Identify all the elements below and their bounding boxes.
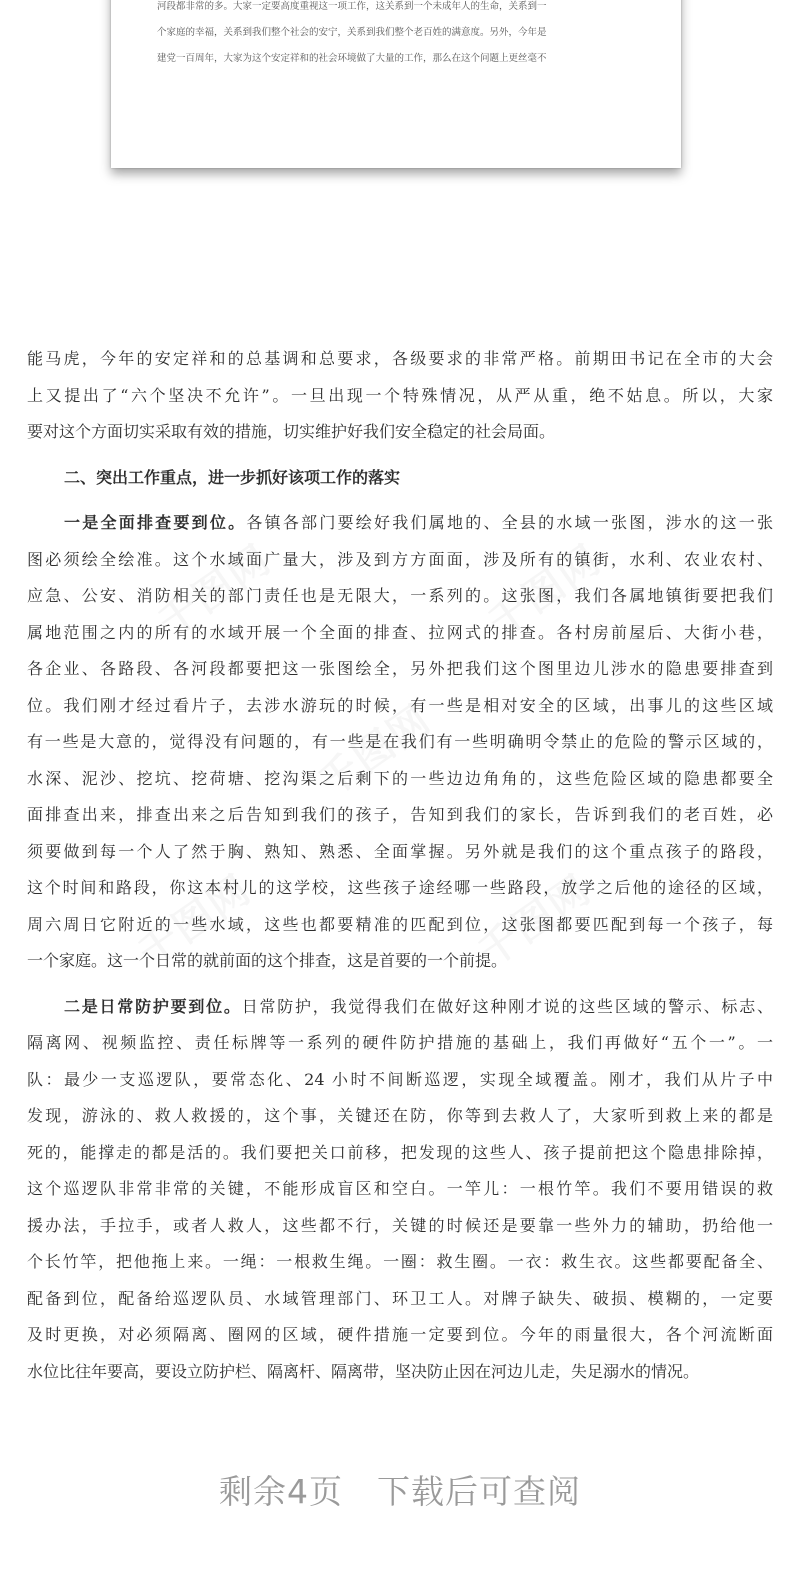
text-line: 要对这个方面切实采取有效的措施，切实维护好我们安全稳定的社会局面。 (27, 422, 556, 441)
watermark: 千图网 (150, 536, 280, 647)
paragraph-investigation (27, 505, 773, 980)
paragraph-lead: 一是全面排查要到位。 (64, 513, 247, 532)
text-line: 周六周日它附近的一些水域，这些也都要精准的匹配到位，这张图都要匹配到每一个孩子，每 (27, 914, 773, 934)
text-line: 须要做到每一个人了然于胸、熟知、熟悉、全面掌握。另外就是我们的这个重点孩子的路段， (27, 841, 773, 861)
text-line: 图必须绘全绘准。这个水域面广量大，涉及到方方面面，涉及所有的镇街，水利、农业农村、 (27, 549, 773, 569)
text-line: 队：最少一支巡逻队，要常态化、24 小时不间断巡逻，实现全域覆盖。刚才，我们从片子中 (27, 1069, 773, 1089)
preview-text (157, 0, 637, 72)
preview-page-card (111, 0, 681, 168)
text-line: 死的，能撑走的都是活的。我们要把关口前移，把发现的这些人、孩子提前把这个隐患排除掉， (27, 1142, 773, 1162)
preview-line: 个家庭的幸福，关系到我们整个社会的安宁，关系到我们整个老百姓的满意度。另外，今年是 (157, 27, 547, 38)
text-line: 隔离网、视频监控、责任标牌等一系列的硬件防护措施的基础上，我们再做好“五个一”。一 (27, 1033, 773, 1052)
preview-line: 建党一百周年，大家为这个安定祥和的社会环境做了大量的工作，那么在这个问题上更丝毫不 (157, 53, 547, 64)
watermark: 千图网 (470, 866, 600, 977)
watermark: 千图网 (130, 866, 260, 977)
text-run: 日常防护，我觉得我们在做好这种刚才说的这些区域的警示、标志、 (241, 996, 773, 1016)
remaining-pages-label: 剩余4页 (219, 1472, 343, 1511)
text-line: 面排查出来，排查出来之后告知到我们的孩子，告知到我们的家长，告诉到我们的老百姓，必 (27, 805, 773, 824)
text-line: 援办法，手拉手，或者人救人，这些都不行，关键的时候还是要靠一些外力的辅助，扔给他一 (27, 1215, 773, 1235)
text-line: 位。我们刚才经过看片子，去涉水游玩的时候，有一些是相对安全的区域，出事儿的这些区域 (27, 695, 773, 715)
paragraph-protection (27, 989, 773, 1391)
text-line: 水位比往年要高，要设立防护栏、隔离杆、隔离带，坚决防止因在河边儿走，失足溺水的情况。 (27, 1361, 700, 1381)
text-line: 发现，游泳的、救人救援的，这个事，关键还在防，你等到去救人了，大家听到救上来的都是 (27, 1106, 773, 1125)
text-line (27, 505, 773, 542)
text-line: 配备到位，配备给巡逻队员、水域管理部门、环卫工人。对牌子缺失、破损、模糊的，一定要 (27, 1288, 773, 1308)
watermark: 千图网 (480, 536, 610, 647)
text-line: 属地范围之内的所有的水域开展一个全面的排查、拉网式的排查。各村房前屋后、大街小巷， (27, 622, 773, 642)
text-line: 各企业、各路段、各河段都要把这一张图绘全，另外把我们这个图里边儿涉水的隐患要排查到 (27, 659, 773, 678)
text-line: 有一些是大意的，觉得没有问题的，有一些是在我们有一些明确明令禁止的危险的警示区域的， (27, 732, 773, 751)
text-line: 应急、公安、消防相关的部门责任也是无限大，一系列的。这张图，我们各属地镇街要把我们 (27, 586, 773, 605)
text-line: 上又提出了“六个坚决不允许”。一旦出现一个特殊情况，从严从重，绝不姑息。所以，大家 (27, 385, 773, 405)
watermark: 千图网 (310, 696, 440, 807)
document-body (27, 341, 773, 1390)
text-line: 水深、泥沙、挖坑、挖荷塘、挖沟渠之后剩下的一些边边角角的，这些危险区域的隐患都要全 (27, 768, 773, 788)
text-line: 这个时间和路段，你这本村儿的这学校，这些孩子途经哪一些路段，放学之后他的途径的区域， (27, 878, 773, 897)
text-line: 及时更换，对必须隔离、圈网的区域，硬件措施一定要到位。今年的雨量很大，各个河流断面 (27, 1325, 773, 1344)
text-run: 各镇各部门要绘好我们属地的、全县的水域一张图，涉水的这一张 (246, 513, 773, 532)
paragraph-lead: 二是日常防护要到位。 (64, 996, 242, 1016)
download-prompt[interactable] (0, 1466, 800, 1513)
text-line: 一个家庭。这一个日常的就前面的这个排查，这是首要的一个前提。 (27, 951, 508, 970)
text-line: 这个巡逻队非常非常的关键，不能形成盲区和空白。一竿儿：一根竹竿。我们不要用错误的救 (27, 1179, 773, 1198)
download-to-view-label[interactable]: 下载后可查阅 (377, 1472, 581, 1511)
section-heading: 二、突出工作重点，进一步抓好该项工作的落实 (64, 467, 401, 487)
text-line (27, 989, 773, 1026)
paragraph-intro (27, 341, 773, 451)
preview-line: 河段都非常的多。大家一定要高度重视这一项工作，这关系到一个未成年人的生命，关系到一 (157, 1, 547, 12)
text-line: 个长竹竿，把他拖上来。一绳：一根救生绳。一圈：救生圈。一衣：救生衣。这些都要配备全、 (27, 1252, 773, 1271)
text-line: 能马虎，今年的安定祥和的总基调和总要求，各级要求的非常严格。前期田书记在全市的大会 (27, 349, 773, 368)
